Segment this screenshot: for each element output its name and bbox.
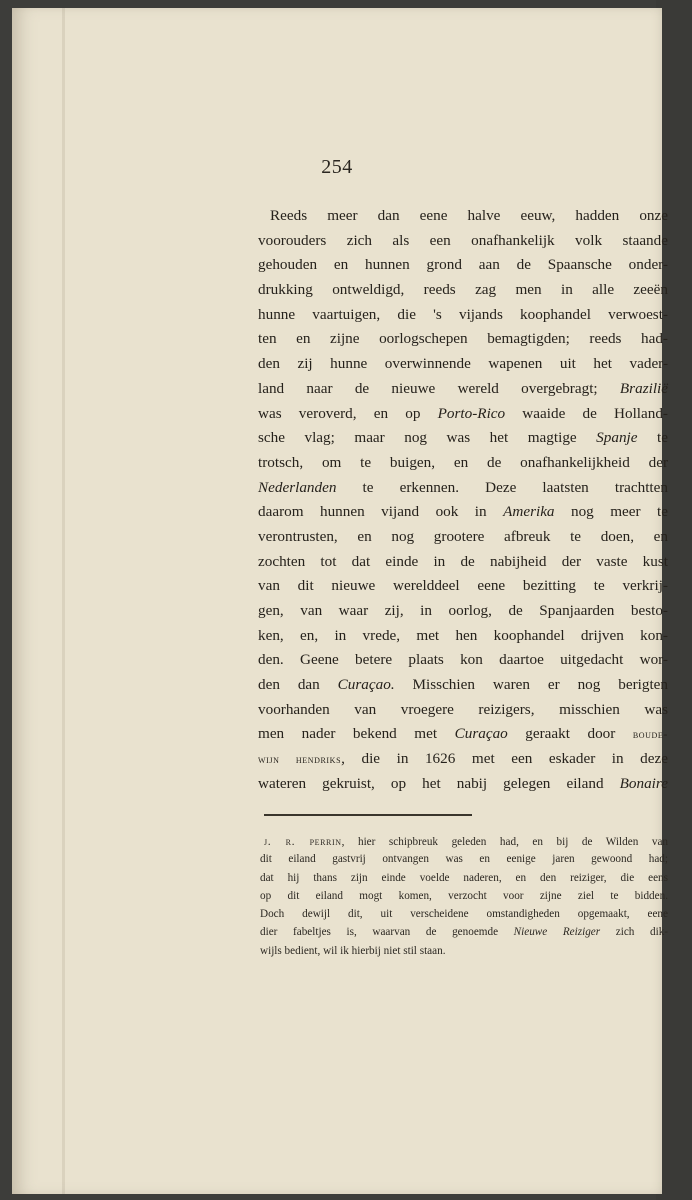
text-segment: Misschien waren er nog berigten — [394, 676, 669, 694]
text-segment: hunne vaartuigen, die 's vijands koophandel verwoest- — [258, 305, 668, 323]
text-segment: gen, van waar zij, in oorlog, de Spanjaarden besto- — [258, 602, 668, 619]
text-segment: Doch dewijl dit, uit verscheidene omstandigheden opgemaakt, eene — [260, 908, 668, 921]
body-line — [258, 500, 668, 525]
text-segment: te — [637, 429, 668, 447]
footnote-line — [260, 850, 668, 868]
italic-text: Nieuwe Reiziger — [513, 926, 601, 939]
body-line — [258, 402, 668, 427]
text-segment: daarom hunnen vijand ook in — [258, 503, 504, 521]
body-line — [258, 574, 668, 599]
body-line — [258, 476, 668, 501]
body-line — [258, 377, 668, 402]
text-segment: waaide de Holland- — [505, 404, 668, 422]
text-segment: was veroverd, en op — [258, 404, 438, 422]
text-segment: van dit nieuwe werelddeel eene bezitting te verkrij- — [258, 577, 668, 595]
body-line — [258, 648, 668, 673]
page-number: 254 — [321, 156, 353, 178]
text-segment: wateren gekruist, op het nabij gelegen eiland — [258, 774, 620, 792]
small-caps-name: wijn hendriks — [258, 752, 342, 767]
footnote-line — [260, 869, 668, 887]
text-segment: , die in 1626 met een eskader in deze — [341, 750, 668, 768]
small-caps-name: j. r. perrin — [264, 834, 342, 848]
body-text — [258, 204, 668, 797]
body-line — [258, 772, 668, 797]
text-segment: nog meer te — [554, 503, 668, 521]
text-segment: gehouden en hunnen grond aan de Spaansche onder- — [258, 256, 668, 274]
text-segment: sche vlag; maar nog was het magtige — [258, 429, 597, 447]
text-segment: den dan — [258, 676, 338, 694]
italic-text: Curaçao. — [337, 676, 395, 694]
footnote-line — [260, 905, 668, 923]
text-segment: op dit eiland mogt komen, verzocht voor zijne ziel te bidden. — [260, 889, 668, 902]
footnote-rule — [264, 814, 472, 816]
italic-text: Amerika — [503, 503, 555, 521]
italic-text: Curaçao — [454, 725, 508, 743]
body-line — [258, 550, 668, 575]
text-segment: dier fabeltjes is, waarvan de genoemde — [260, 926, 514, 939]
body-line — [258, 327, 668, 352]
body-line — [258, 722, 668, 747]
text-segment: trotsch, om te buigen, en de onafhankelijkheid der — [258, 453, 668, 471]
page-gutter-shadow — [62, 8, 65, 1194]
body-line — [258, 204, 668, 229]
italic-text: Nederlanden — [258, 478, 337, 496]
text-segment: men nader bekend met — [258, 725, 455, 743]
text-segment: land naar de nieuwe wereld overgebragt; — [258, 379, 620, 397]
text-segment: verontrusten, en nog grootere afbreuk te doen, en — [258, 527, 668, 545]
body-line — [258, 229, 668, 254]
text-segment: dat hij thans zijn einde voelde naderen, en den reiziger, die eens — [260, 871, 668, 884]
text-segment: den. Geene betere plaats kon daartoe uitgedacht wor- — [258, 651, 668, 669]
footnote-line — [260, 923, 668, 941]
body-line — [258, 253, 668, 278]
body-line — [258, 352, 668, 377]
body-line — [258, 426, 668, 451]
text-segment: ten en zijne oorlogschepen bemagtigden; reeds had- — [258, 330, 668, 348]
body-line — [258, 303, 668, 328]
text-segment: den zij hunne overwinnende wapenen uit het vader- — [258, 355, 668, 373]
text-segment: zich dik- — [600, 926, 669, 939]
body-line — [258, 673, 668, 698]
text-segment: voorouders zich als een onafhankelijk volk staande — [258, 231, 668, 249]
italic-text: Spanje — [596, 429, 638, 447]
body-line — [258, 698, 668, 723]
text-segment: voorhanden van vroegere reizigers, misschien was — [258, 700, 668, 718]
footnote-line — [260, 887, 668, 905]
text-segment: Reeds meer dan eene halve eeuw, hadden onze — [270, 207, 668, 224]
footnote-line — [260, 942, 668, 960]
body-line — [258, 599, 668, 624]
text-segment: , hier schipbreuk geleden had, en bij de Wilden van — [341, 836, 668, 848]
text-segment: te erkennen. Deze laatsten trachtten — [336, 478, 668, 496]
text-segment: geraakt door — [507, 725, 633, 743]
italic-text: Brazilië — [619, 379, 668, 397]
text-segment: ken, en, in vrede, met hen koophandel drijven kon- — [258, 626, 668, 644]
book-page — [12, 8, 669, 1194]
body-line — [258, 624, 668, 649]
text-segment: drukking ontweldigd, reeds zag men in alle zeeën — [258, 281, 668, 299]
footnote — [260, 832, 668, 960]
small-caps-name: boude- — [632, 727, 668, 742]
text-segment: wijls bedient, wil ik hierbij niet stil staan. — [260, 944, 446, 957]
text-segment: zochten tot dat einde in de nabijheid der vaste kust — [258, 552, 668, 570]
body-line — [258, 278, 668, 303]
italic-text: Porto-Rico — [437, 404, 506, 422]
body-line — [258, 451, 668, 476]
body-line — [258, 747, 668, 772]
italic-text: Bonaire — [619, 774, 668, 792]
body-line — [258, 525, 668, 550]
footnote-line — [260, 832, 668, 850]
text-segment: dit eiland gastvrij ontvangen was en eenige jaren gewoond had; — [260, 853, 668, 866]
